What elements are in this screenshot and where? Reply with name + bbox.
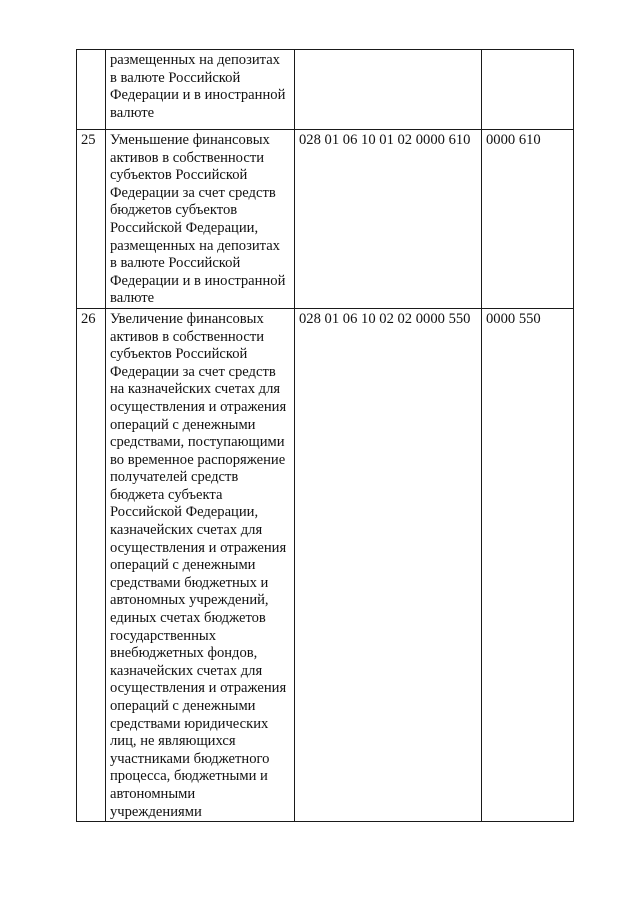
row-number-cell: 26 (77, 308, 106, 821)
row-number-cell: 25 (77, 130, 106, 309)
row-description-cell: Увеличение финансовых активов в собственности субъектов Российской Федерации за счет средств на казначейских счетах для осуществления и отражения операций с денежными средствами, поступающими во временное распоряжение получателей средств бюджета субъекта Российской Федерации, казначейских счетах для осуществления и отражения операций с денежными средствами бюджетных и автономных учреждений, единых счетах бюджетов государственных внебюджетных фондов, казначейских счетах для осуществления и отражения операций с денежными средствами юридических лиц, не являющихся участниками бюджетного процесса, бюджетными и автономными учреждениями (106, 308, 295, 821)
row-number-cell (77, 50, 106, 130)
row-short-code-cell: 0000 550 (482, 308, 574, 821)
table-row (77, 130, 574, 309)
table-row (77, 50, 574, 130)
row-short-code-cell (482, 50, 574, 130)
budget-codes-table (76, 49, 574, 822)
row-description-cell: Уменьшение финансовых активов в собственности субъектов Российской Федерации за счет средств бюджетов субъектов Российской Федерации, размещенных на депозитах в валюте Российской Федерации и в иностранной валюте (106, 130, 295, 309)
row-code-cell: 028 01 06 10 02 02 0000 550 (295, 308, 482, 821)
row-description-cell: размещенных на депозитах в валюте Российской Федерации и в иностранной валюте (106, 50, 295, 130)
table-row (77, 308, 574, 821)
row-short-code-cell: 0000 610 (482, 130, 574, 309)
row-code-cell (295, 50, 482, 130)
row-code-cell: 028 01 06 10 01 02 0000 610 (295, 130, 482, 309)
